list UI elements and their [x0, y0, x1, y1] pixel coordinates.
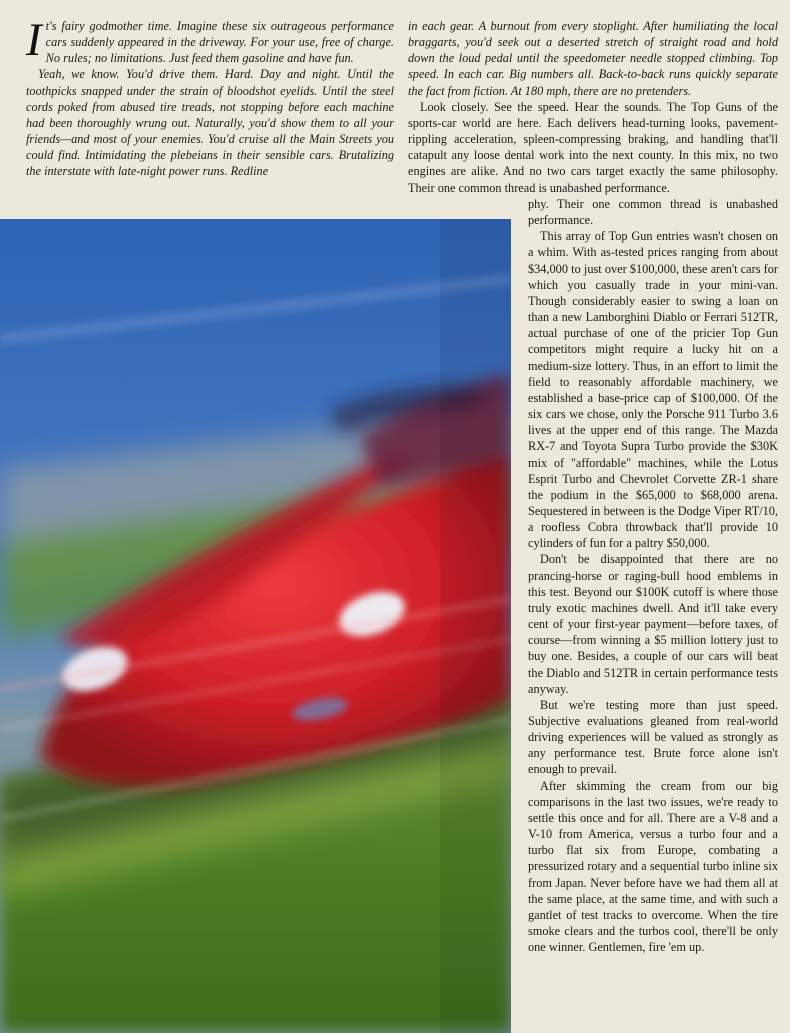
paragraph-look-closely-end: phy. Their one common thread is unabashed performance.	[528, 197, 778, 228]
paragraph-after: After skimming the cream from our big comparisons in the last two issues, we're ready to settle this once and for all. There are a V-8 and a V-10 from America, versus a turbo four and a turbo flat six from Europe, combating a pressurized rotary and a sequential turbo inline six from Japan. Never before have we had them all at the same place, at the same time, and with such a gantlet of test tracks to overcome. When the tire smoke clears and the turbos cool, there'll be only one winner. Gentlemen, fire 'em up.	[528, 778, 778, 955]
paragraph-array: This array of Top Gun entries wasn't chosen on a whim. With as-tested prices ranging from about $34,000 to just over $100,000, these aren't cars for which you casually trade in your mini-van. Though considerably easier to swing a loan on than a new Lamborghini Diablo or Ferrari 512TR, actual purchase of one of the pricier Top Gun competitors might require a lucky hit on a medium-size lottery. Thus, in an effort to limit the field to reasonably affordable machinery, we established a base-price cap of $100,000. Of the six cars we chose, only the Porsche 911 Turbo 3.6 lives at the upper end of this range. The Mazda RX-7 and Toyota Supra Turbo provide the $30K mix of "affordable" machines, while the Lotus Esprit Turbo and Chevrolet Corvette ZR-1 share the podium in the $65,000 to $68,000 arena. Sequestered in between is the Dodge Viper RT/10, a roofless Cobra throwback that'll provide 10 cylinders of fun for a paltry $50,000.	[528, 229, 778, 551]
car-photo	[0, 219, 511, 1033]
intro-paragraph-1: It's fairy godmother time. Imagine these six outrageous performance cars suddenly appeared in the driveway. For your use, free of charge. No rules; no limitations. Just feed them gasoline and have fun.	[26, 14, 394, 66]
drop-cap: I	[26, 14, 42, 66]
paragraph-dont: Don't be disappointed that there are no prancing-horse or raging-bull hood emblems in this test. Beyond our $100K cutoff is where those truly exotic machines dwell. And it'll take every cent of your first-year payment—before taxes, of course—from winning a $5 million lottery just to buy one. Besides, a couple of our cars will beat the Diablo and 512TR in certain performance tests anyway.	[528, 552, 778, 696]
body-column-right-narrow	[528, 196, 778, 955]
intro-paragraph-2: Yeah, we know. You'd drive them. Hard. Day and night. Until the toothpicks snapped under the strain of bloodshot eyelids. Until the steel cords poked from abused tire treads, not stopping before each machine had been thoroughly wrung out. Naturally, you'd show them to all your friends—and most of your enemies. You'd cruise all the Main Streets you could find. Intimidating the plebeians in their sensible cars. Brutalizing the interstate with late-night power runs. Redline	[26, 67, 394, 179]
intro-continuation: in each gear. A burnout from every stoplight. After humiliating the local braggarts, you'd seek out a deserted stretch of straight road and hold down the loud pedal until the speedometer needle stopped climbing. Top speed. In each car. Big numbers all. Back-to-back runs quickly separate the fact from fiction. At 180 mph, there are no pretenders.	[408, 19, 778, 98]
paragraph-but: But we're testing more than just speed. Subjective evaluations gleaned from real-world driving experiences will be valued as strongly as any performance test. Brute force alone isn't enough to prevail.	[528, 697, 778, 777]
intro-column-left	[26, 14, 394, 180]
paragraph-look-closely: Look closely. See the speed. Hear the sounds. The Top Guns of the sports-car world are here. Each delivers head-turning looks, pavement-rippling acceleration, spleen-compressing braking, and handling that'll catapult any loose dental work into the next county. In this mix, no two engines are alike. And no two cars target exactly the same philosophy. Their one common thread is unabashed performance.	[408, 99, 778, 195]
blurred-red-car-image	[0, 219, 511, 1033]
body-column-right-top	[408, 18, 778, 196]
